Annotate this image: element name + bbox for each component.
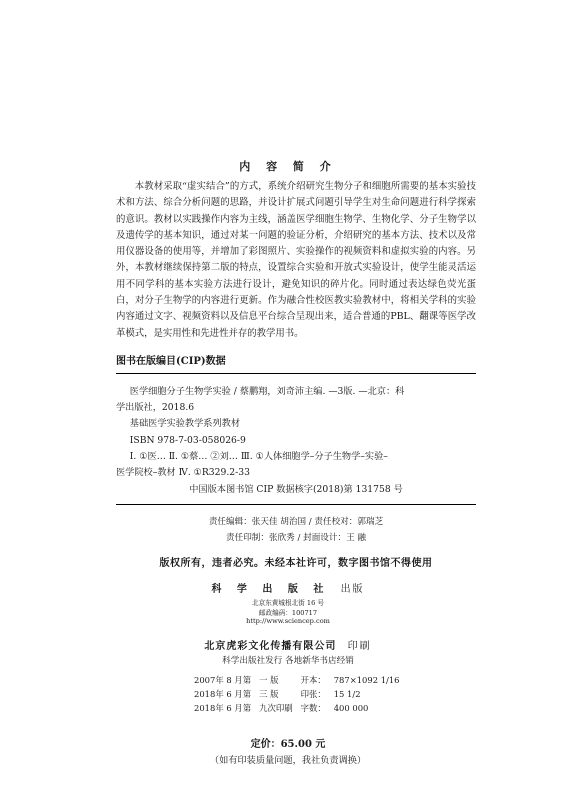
cip-series-line: 基础医学实验教学系列教材	[129, 418, 241, 430]
edition-date: 2007年 8 月第	[194, 675, 252, 685]
price-line: 定价：65.00 元	[250, 739, 326, 750]
publisher-line	[0, 580, 576, 595]
rights-statement: 版权所有，违者必究。未经本社许可，数字图书馆不得使用	[159, 558, 433, 569]
cip-heading: 图书在版编目(CIP)数据	[116, 352, 476, 374]
publisher-address: 北京东黄城根北街 16 号	[252, 599, 324, 607]
edition-label: 三 版	[259, 689, 279, 700]
publisher-role: 出版	[340, 584, 365, 595]
edition-date: 2018年 6 月第	[194, 703, 252, 714]
printer-name: 北京虎彩文化传播有限公司	[204, 641, 337, 652]
summary-heading: 内 容 简 介	[239, 160, 337, 173]
cip-data-block	[116, 352, 476, 505]
spec-value: 787×1092 1/16	[333, 675, 400, 685]
cip-record-number: 中国版本图书馆 CIP 数据核字(2018)第 131758 号	[116, 482, 476, 505]
edition-row	[190, 701, 404, 715]
cip-classification-line: 医学院校–教材 Ⅳ. ①R329.2-33	[116, 467, 250, 479]
cip-isbn-line: ISBN 978-7-03-058026-9	[129, 434, 246, 446]
edition-row	[190, 673, 404, 687]
spec-label: 开本：	[300, 675, 326, 685]
printer-role: 印刷	[347, 641, 372, 652]
publisher-name: 科 学 出 版 社	[211, 584, 330, 595]
cip-index-line: Ⅰ. ①医… Ⅱ. ①蔡… ②刘… Ⅲ. ①人体细胞学–分子生物学–实验–	[129, 450, 388, 462]
printer-line	[0, 637, 576, 652]
spec-label: 字数：	[300, 703, 326, 714]
distribution-line: 科学出版社发行 各地新华书店经销	[222, 656, 354, 666]
spec-label: 印张：	[300, 689, 326, 700]
edition-row	[190, 687, 404, 701]
edition-label: 一 版	[259, 675, 279, 685]
spec-value: 15 1/2	[333, 689, 361, 700]
production-credits: 责任印制：张欣秀 / 封面设计：王 融	[226, 533, 366, 543]
edition-date: 2018年 6 月第	[194, 689, 252, 700]
summary-body: 本教材采取“虚实结合”的方式，系统介绍研究生物分子和细胞所需要的基本实验技术和方法、综合分析问题的思路，并设计扩展式问题引导学生对生命问题进行科学探索的意识。教材以实践操作内容为主线，涵盖医学细胞生物学、生物化学、分子生物学以及遗传学的基本知识，通过对某一问题的验证分析，介绍研究的基本方法、技术以及常用仪器设备的使用等，并增加了彩图照片、实验操作的视频资料和虚拟实验的内容。另外，本教材继续保持第二版的特点，设置综合实验和开放式实验设计，使学生能灵活运用不同学科的基本实验方法进行设计，避免知识的碎片化。同时通过表达绿色荧光蛋白，对分子生物学的内容进行更新。作为融合性校医教实验教材中，将相关学科的实验内容通过文字、视频资料以及信息平台综合呈现出来，适合普通的PBL、翻课等医学改革模式，是实用性和先进性并存的教学用书。	[116, 181, 476, 339]
edition-table	[190, 673, 404, 716]
quality-notice: （如有印装质量问题，我社负责调换）	[209, 755, 367, 766]
cip-publisher-line: 学出版社，2018.6	[116, 402, 195, 414]
publisher-website: http://www.sciencep.com	[246, 617, 330, 625]
edition-label: 九次印刷	[259, 703, 293, 714]
editor-credits: 责任编辑：张天佳 胡治国 / 责任校对：郭瑞芝	[208, 517, 384, 527]
spec-value: 400 000	[333, 703, 369, 714]
publisher-postcode: 邮政编码：100717	[258, 609, 318, 617]
cip-title-line: 医学细胞分子生物学实验 / 蔡鹏翔，刘奇沛主编. —3版. —北京：科	[129, 386, 405, 397]
